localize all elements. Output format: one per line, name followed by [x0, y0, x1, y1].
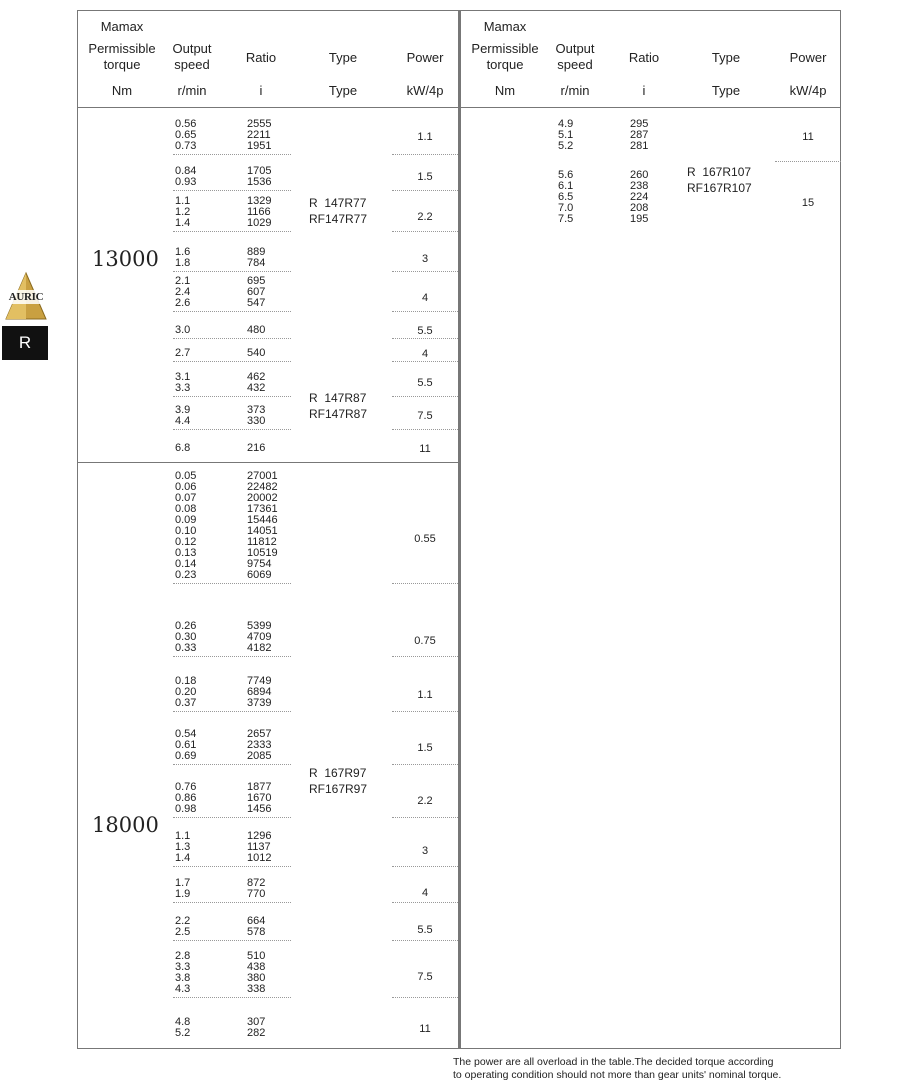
- left-divider-18: [173, 997, 291, 998]
- header-power: Power: [406, 50, 444, 65]
- unit-i-r: i: [642, 83, 646, 98]
- left-ratios-11: 5399 4709 4182: [247, 620, 272, 654]
- left-speeds-9: 6.8: [175, 442, 191, 454]
- left-ratios-12: 7749 6894 3739: [247, 675, 272, 709]
- left-power-9: 11: [419, 443, 431, 455]
- left-power-divider-11: [392, 656, 458, 657]
- left-power-10: 0.55: [414, 533, 436, 545]
- left-speeds-12: 0.18 0.20 0.37: [175, 675, 197, 709]
- unit-i: i: [259, 83, 263, 98]
- left-speeds-14: 0.76 0.86 0.98: [175, 781, 197, 815]
- left-speeds-1: 0.84 0.93: [175, 165, 197, 188]
- left-speeds-5: 3.0: [175, 324, 191, 336]
- footnote: The power are all overload in the table.The decided torque according to operating condition should not more than gear units' nominal torque.: [453, 1056, 782, 1081]
- left-divider-11: [173, 656, 291, 657]
- left-speeds-16: 1.7 1.9: [175, 877, 191, 900]
- left-speeds-7: 3.1 3.3: [175, 371, 191, 394]
- left-speeds-0: 0.56 0.65 0.73: [175, 118, 197, 152]
- left-speeds-11: 0.26 0.30 0.33: [175, 620, 197, 654]
- registered-badge: R: [2, 326, 48, 360]
- logo-text: AURIC: [8, 291, 44, 303]
- left-power-16: 4: [421, 887, 429, 899]
- header-torque: Mamax Permissible torque: [88, 19, 156, 72]
- header-type: Type: [328, 50, 358, 65]
- left-divider-15: [173, 866, 291, 867]
- left-power-6: 4: [421, 348, 429, 360]
- section-divider: [78, 462, 458, 463]
- unit-kw: kW/4p: [406, 83, 444, 98]
- unit-type: Type: [328, 83, 358, 98]
- left-ratios-16: 872 770: [247, 877, 266, 900]
- unit-rmin-r: r/min: [560, 83, 590, 98]
- left-ratios-14: 1877 1670 1456: [247, 781, 272, 815]
- left-speeds-4: 2.1 2.4 2.6: [175, 275, 191, 309]
- left-speeds-10: 0.05 0.06 0.07 0.08 0.09 0.10 0.12 0.13 0.14 0.23: [175, 470, 197, 581]
- left-power-divider-8: [392, 429, 458, 430]
- left-power-divider-5: [392, 338, 458, 339]
- left-power-12: 1.1: [417, 689, 433, 701]
- type-147r87: R 147R87 RF147R87: [309, 391, 368, 421]
- left-ratios-6: 540: [247, 347, 266, 359]
- right-power-0: 11: [802, 131, 814, 143]
- left-power-1: 1.5: [417, 171, 433, 183]
- header-speed: Output speed: [172, 41, 212, 72]
- left-speeds-6: 2.7: [175, 347, 191, 359]
- left-power-divider-4: [392, 311, 458, 312]
- right-table: [459, 10, 841, 1049]
- left-power-13: 1.5: [417, 742, 433, 754]
- left-power-3: 3: [421, 253, 429, 265]
- left-divider-5: [173, 338, 291, 339]
- left-divider-6: [173, 361, 291, 362]
- header-divider-r: [461, 107, 840, 108]
- left-ratios-3: 889 784: [247, 246, 266, 269]
- left-speeds-17: 2.2 2.5: [175, 915, 191, 938]
- right-speeds-0: 4.9 5.1 5.2: [558, 118, 574, 152]
- unit-kw-r: kW/4p: [789, 83, 827, 98]
- left-divider-17: [173, 940, 291, 941]
- left-ratios-1: 1705 1536: [247, 165, 272, 188]
- unit-type-r: Type: [711, 83, 741, 98]
- left-table: [77, 10, 459, 1049]
- left-divider-0: [173, 154, 291, 155]
- left-ratios-9: 216: [247, 442, 266, 454]
- left-speeds-3: 1.6 1.8: [175, 246, 191, 269]
- right-speeds-1: 5.6 6.1 6.5 7.0 7.5: [558, 169, 574, 225]
- left-power-divider-15: [392, 866, 458, 867]
- left-speeds-18: 2.8 3.3 3.8 4.3: [175, 950, 191, 995]
- left-divider-16: [173, 902, 291, 903]
- left-power-divider-16: [392, 902, 458, 903]
- torque-18000: 18000: [92, 813, 159, 837]
- left-speeds-8: 3.9 4.4: [175, 404, 191, 427]
- left-power-0: 1.1: [417, 131, 433, 143]
- left-power-divider-2: [392, 231, 458, 232]
- left-divider-7: [173, 396, 291, 397]
- header-speed-r: Output speed: [555, 41, 595, 72]
- left-power-divider-12: [392, 711, 458, 712]
- left-power-divider-1: [392, 190, 458, 191]
- left-divider-14: [173, 817, 291, 818]
- unit-nm-r: Nm: [494, 83, 516, 98]
- left-ratios-15: 1296 1137 1012: [247, 830, 272, 864]
- left-divider-8: [173, 429, 291, 430]
- left-divider-1: [173, 190, 291, 191]
- left-power-15: 3: [421, 845, 429, 857]
- right-power-divider: [775, 161, 841, 162]
- left-ratios-13: 2657 2333 2085: [247, 728, 272, 762]
- unit-nm: Nm: [111, 83, 133, 98]
- left-power-divider-18: [392, 997, 458, 998]
- left-power-divider-17: [392, 940, 458, 941]
- left-power-divider-13: [392, 764, 458, 765]
- left-power-divider-7: [392, 396, 458, 397]
- left-ratios-10: 27001 22482 20002 17361 15446 14051 11812 10519 9754 6069: [247, 470, 278, 581]
- header-ratio-r: Ratio: [628, 50, 660, 65]
- left-ratios-17: 664 578: [247, 915, 266, 938]
- left-divider-2: [173, 231, 291, 232]
- left-speeds-19: 4.8 5.2: [175, 1016, 191, 1039]
- left-speeds-15: 1.1 1.3 1.4: [175, 830, 191, 864]
- right-ratios-1: 260 238 224 208 195: [630, 169, 649, 225]
- left-power-18: 7.5: [417, 971, 433, 983]
- brand-logo: [2, 271, 50, 321]
- unit-rmin: r/min: [177, 83, 207, 98]
- header-power-r: Power: [789, 50, 827, 65]
- left-power-8: 7.5: [417, 410, 433, 422]
- right-power-1: 15: [801, 197, 815, 209]
- type-147r77: R 147R77 RF147R77: [309, 196, 368, 226]
- left-power-7: 5.5: [417, 377, 433, 389]
- left-ratios-0: 2555 2211 1951: [247, 118, 272, 152]
- left-divider-4: [173, 311, 291, 312]
- type-167r97: R 167R97 RF167R97: [309, 766, 368, 796]
- left-power-divider-14: [392, 817, 458, 818]
- right-ratios-0: 295 287 281: [630, 118, 649, 152]
- left-ratios-19: 307 282: [247, 1016, 266, 1039]
- left-power-19: 11: [419, 1023, 431, 1035]
- left-power-14: 2.2: [417, 795, 433, 807]
- header-type-r: Type: [711, 50, 741, 65]
- header-divider: [78, 107, 458, 108]
- left-power-5: 5.5: [417, 325, 433, 337]
- left-power-divider-10: [392, 583, 458, 584]
- left-power-11: 0.75: [414, 635, 436, 647]
- left-power-divider-0: [392, 154, 458, 155]
- left-divider-12: [173, 711, 291, 712]
- left-speeds-2: 1.1 1.2 1.4: [175, 195, 191, 229]
- left-ratios-4: 695 607 547: [247, 275, 266, 309]
- left-ratios-7: 462 432: [247, 371, 266, 394]
- left-divider-13: [173, 764, 291, 765]
- left-divider-3: [173, 271, 291, 272]
- left-ratios-5: 480: [247, 324, 266, 336]
- left-ratios-18: 510 438 380 338: [247, 950, 266, 995]
- left-ratios-2: 1329 1166 1029: [247, 195, 272, 229]
- type-167r107: R 167R107 RF167R107: [687, 165, 752, 195]
- header-torque-r: Mamax Permissible torque: [471, 19, 539, 72]
- torque-13000: 13000: [92, 247, 159, 271]
- left-power-divider-6: [392, 361, 458, 362]
- left-power-2: 2.2: [417, 211, 433, 223]
- left-speeds-13: 0.54 0.61 0.69: [175, 728, 197, 762]
- left-ratios-8: 373 330: [247, 404, 266, 427]
- header-ratio: Ratio: [245, 50, 277, 65]
- left-power-divider-3: [392, 271, 458, 272]
- left-power-4: 4: [421, 292, 429, 304]
- left-power-17: 5.5: [417, 924, 433, 936]
- left-divider-10: [173, 583, 291, 584]
